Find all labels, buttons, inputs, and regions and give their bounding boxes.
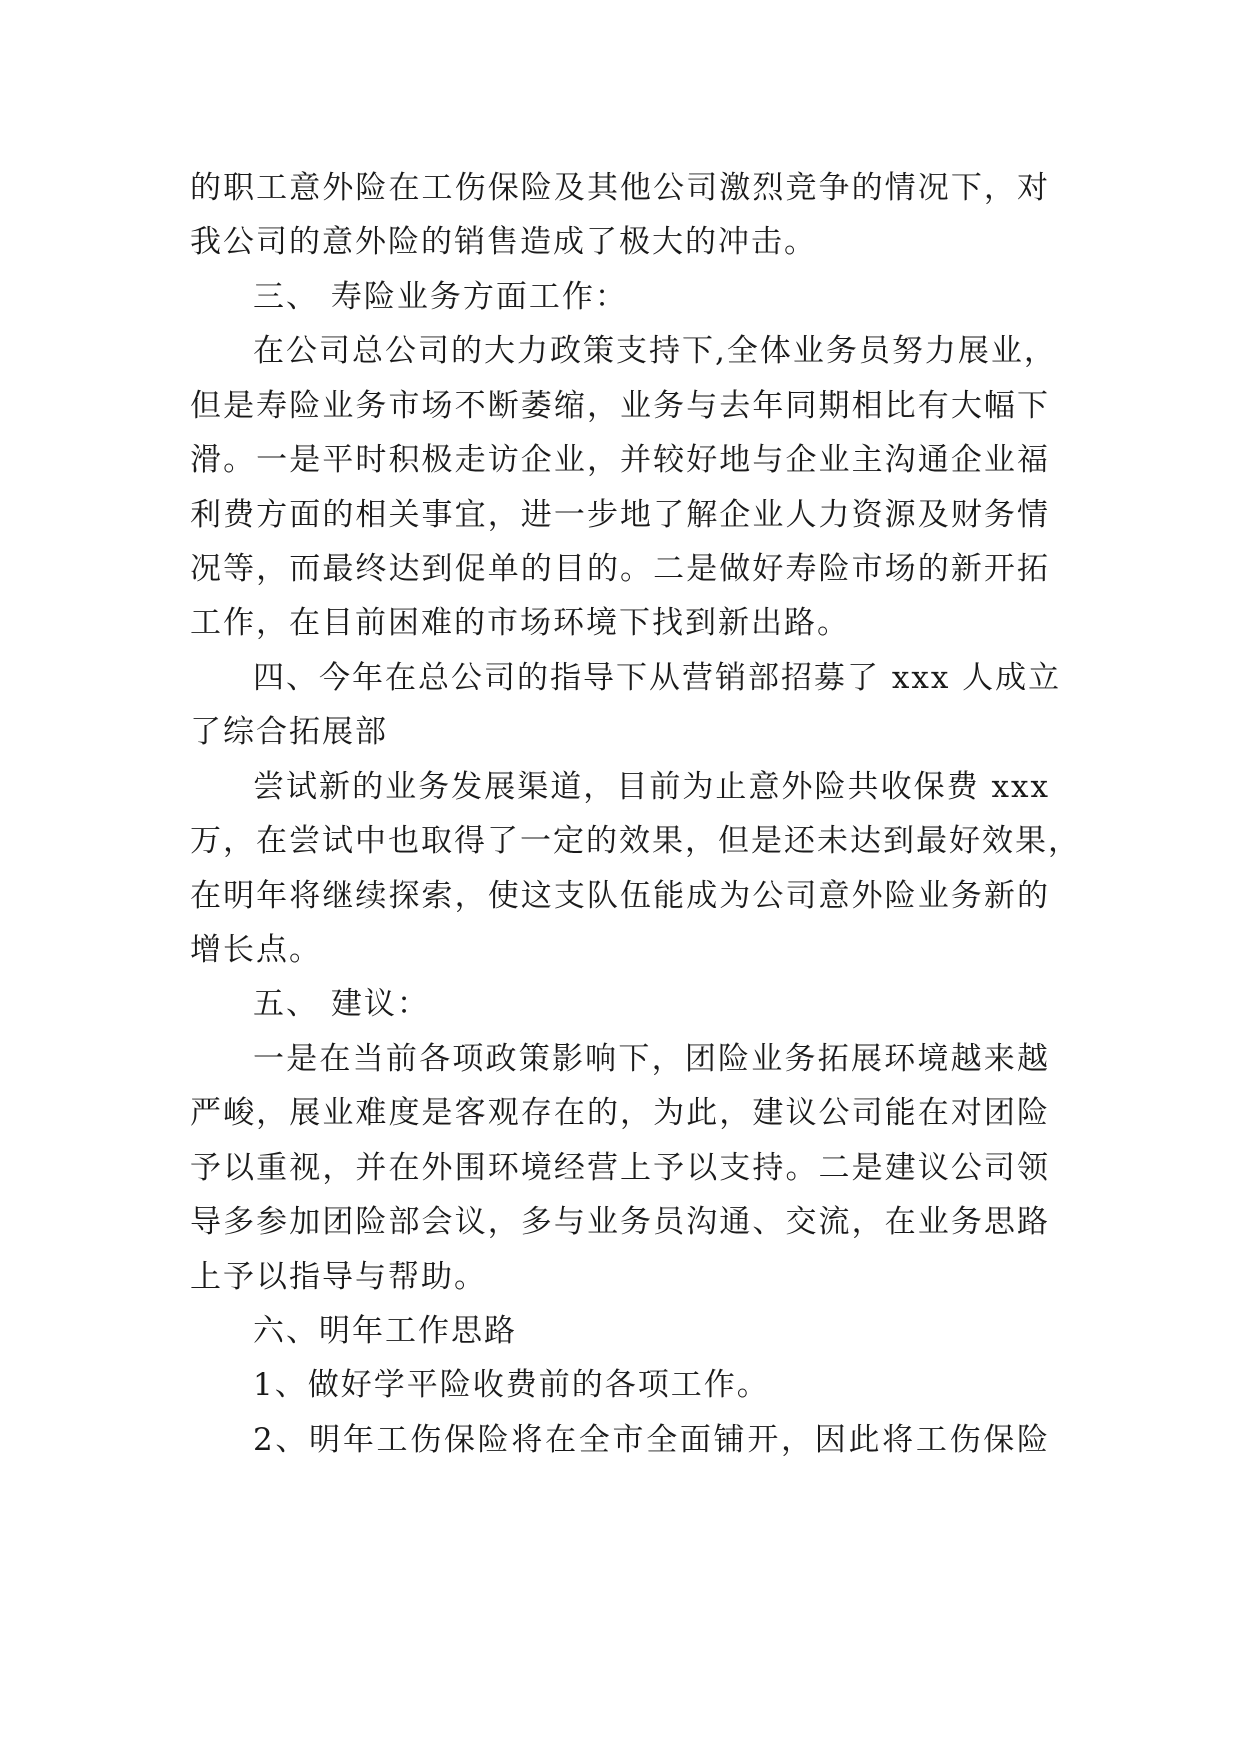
text-line: 工作，在目前困难的市场环境下找到新出路。 [190,605,850,641]
text-line: 利费方面的相关事宜，进一步地了解企业人力资源及财务情 [190,497,1050,533]
text-line: 我公司的意外险的销售造成了极大的冲击。 [190,224,817,260]
text-line: 况等，而最终达到促单的目的。二是做好寿险市场的新开拓 [190,551,1050,587]
text-line: 上予以指导与帮助。 [190,1259,487,1295]
text-line: 了综合拓展部 [190,714,388,750]
text-line: 予以重视，并在外围环境经营上予以支持。二是建议公司领 [190,1150,1050,1186]
text-line: 尝试新的业务发展渠道，目前为止意外险共收保费 xxx [253,769,1050,805]
text-line: 一是在当前各项政策影响下，团险业务拓展环境越来越 [253,1041,1050,1077]
text-line: 严峻，展业难度是客观存在的，为此，建议公司能在对团险 [190,1095,1050,1131]
section-heading: 五、 建议： [253,986,430,1022]
section-heading: 六、明年工作思路 [253,1313,517,1349]
list-item: 2、明年工伤保险将在全市全面铺开，因此将工伤保险 [253,1422,1050,1458]
section-heading: 三、 寿险业务方面工作： [253,279,628,315]
text-line: 但是寿险业务市场不断萎缩，业务与去年同期相比有大幅下 [190,388,1050,424]
text-line: 在公司总公司的大力政策支持下,全体业务员努力展业， [253,333,1057,369]
list-item: 1、做好学平险收费前的各项工作。 [253,1367,770,1403]
text-line: 导多参加团险部会议，多与业务员沟通、交流，在业务思路 [190,1204,1050,1240]
text-line: 在明年将继续探索，使这支队伍能成为公司意外险业务新的 [190,878,1050,914]
text-line: 增长点。 [190,932,322,968]
text-line: 万，在尝试中也取得了一定的效果，但是还未达到最好效果， [190,823,1081,859]
section-heading: 四、今年在总公司的指导下从营销部招募了 xxx 人成立 [253,660,1062,696]
text-line: 的职工意外险在工伤保险及其他公司激烈竞争的情况下，对 [190,170,1050,206]
text-line: 滑。一是平时积极走访企业，并较好地与企业主沟通企业福 [190,442,1050,478]
